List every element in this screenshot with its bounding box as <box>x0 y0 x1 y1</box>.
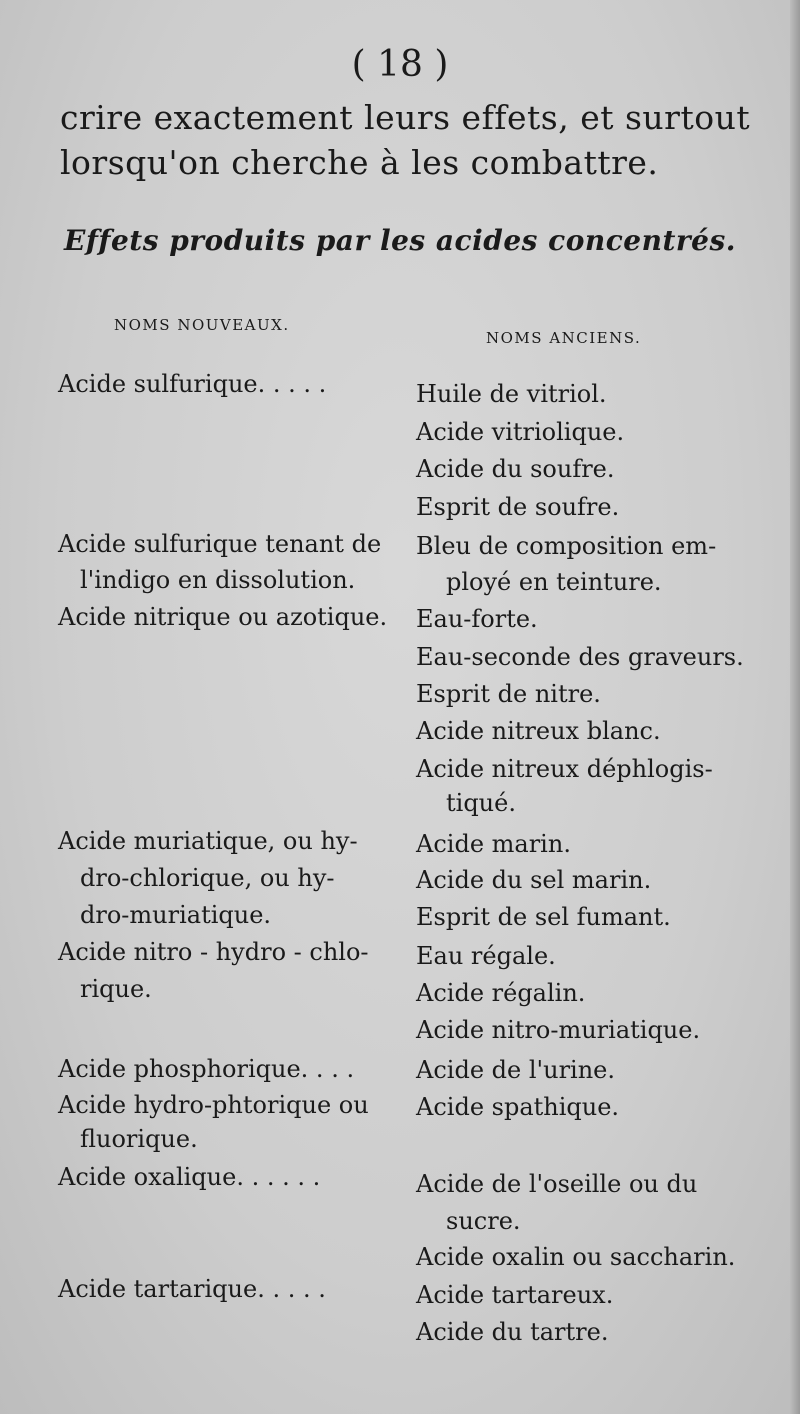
page-edge <box>790 0 800 1414</box>
new-name-line: Acide muriatique, ou hy- <box>58 827 358 855</box>
old-name-line: Acide du sel marin. <box>416 866 652 894</box>
new-name-line: Acide nitro - hydro - chlo- <box>58 938 369 966</box>
old-name-line: Acide tartareux. <box>416 1281 614 1309</box>
new-name-line: fluorique. <box>80 1125 198 1153</box>
old-name-line: Acide régalin. <box>416 979 586 1007</box>
page-number: ( 18 ) <box>351 44 449 85</box>
old-name-line: ployé en teinture. <box>446 568 662 596</box>
intro-line-2: lorsqu'on cherche à les combattre. <box>60 143 659 182</box>
new-name-line: Acide nitrique ou azotique. <box>58 603 388 631</box>
new-name-line: Acide tartarique. . . . . <box>58 1275 326 1303</box>
column-header-old-names: NOMS ANCIENS. <box>486 329 642 347</box>
old-name-line: Eau-forte. <box>416 605 538 633</box>
old-name-line: sucre. <box>446 1207 521 1235</box>
new-name-line: rique. <box>80 975 152 1003</box>
old-name-line: Acide du tartre. <box>416 1318 609 1346</box>
old-name-line: Acide nitro-muriatique. <box>416 1016 701 1044</box>
old-name-line: Huile de vitriol. <box>416 380 607 408</box>
old-name-line: tiqué. <box>446 789 516 817</box>
old-name-line: Acide nitreux blanc. <box>416 717 661 745</box>
new-name-line: dro-muriatique. <box>80 901 272 929</box>
old-name-line: Esprit de sel fumant. <box>416 903 671 931</box>
new-name-line: Acide sulfurique. . . . . <box>58 370 327 398</box>
new-name-line: Acide hydro-phtorique ou <box>58 1091 369 1119</box>
old-name-line: Acide oxalin ou saccharin. <box>416 1243 736 1271</box>
new-name-line: Acide sulfurique tenant de <box>58 530 382 558</box>
section-title: Effets produits par les acides concentrés. <box>64 224 736 257</box>
column-header-new-names: NOMS NOUVEAUX. <box>114 316 290 334</box>
old-name-line: Esprit de nitre. <box>416 680 601 708</box>
old-name-line: Acide de l'urine. <box>416 1056 616 1084</box>
intro-line-1: crire exactement leurs effets, et surtout <box>60 98 751 137</box>
old-name-line: Acide marin. <box>416 830 571 858</box>
old-name-line: Esprit de soufre. <box>416 493 620 521</box>
old-name-line: Eau-seconde des graveurs. <box>416 643 744 671</box>
new-name-line: l'indigo en dissolution. <box>80 566 356 594</box>
old-name-line: Acide vitriolique. <box>416 418 625 446</box>
old-name-line: Bleu de composition em- <box>416 532 717 560</box>
old-name-line: Acide de l'oseille ou du <box>416 1170 698 1198</box>
new-name-line: Acide phosphorique. . . . <box>58 1055 355 1083</box>
new-name-line: dro-chlorique, ou hy- <box>80 864 335 892</box>
old-name-line: Acide nitreux déphlogis- <box>416 755 713 783</box>
new-name-line: Acide oxalique. . . . . . <box>58 1163 321 1191</box>
old-name-line: Acide du soufre. <box>416 455 615 483</box>
old-name-line: Eau régale. <box>416 942 556 970</box>
old-name-line: Acide spathique. <box>416 1093 620 1121</box>
